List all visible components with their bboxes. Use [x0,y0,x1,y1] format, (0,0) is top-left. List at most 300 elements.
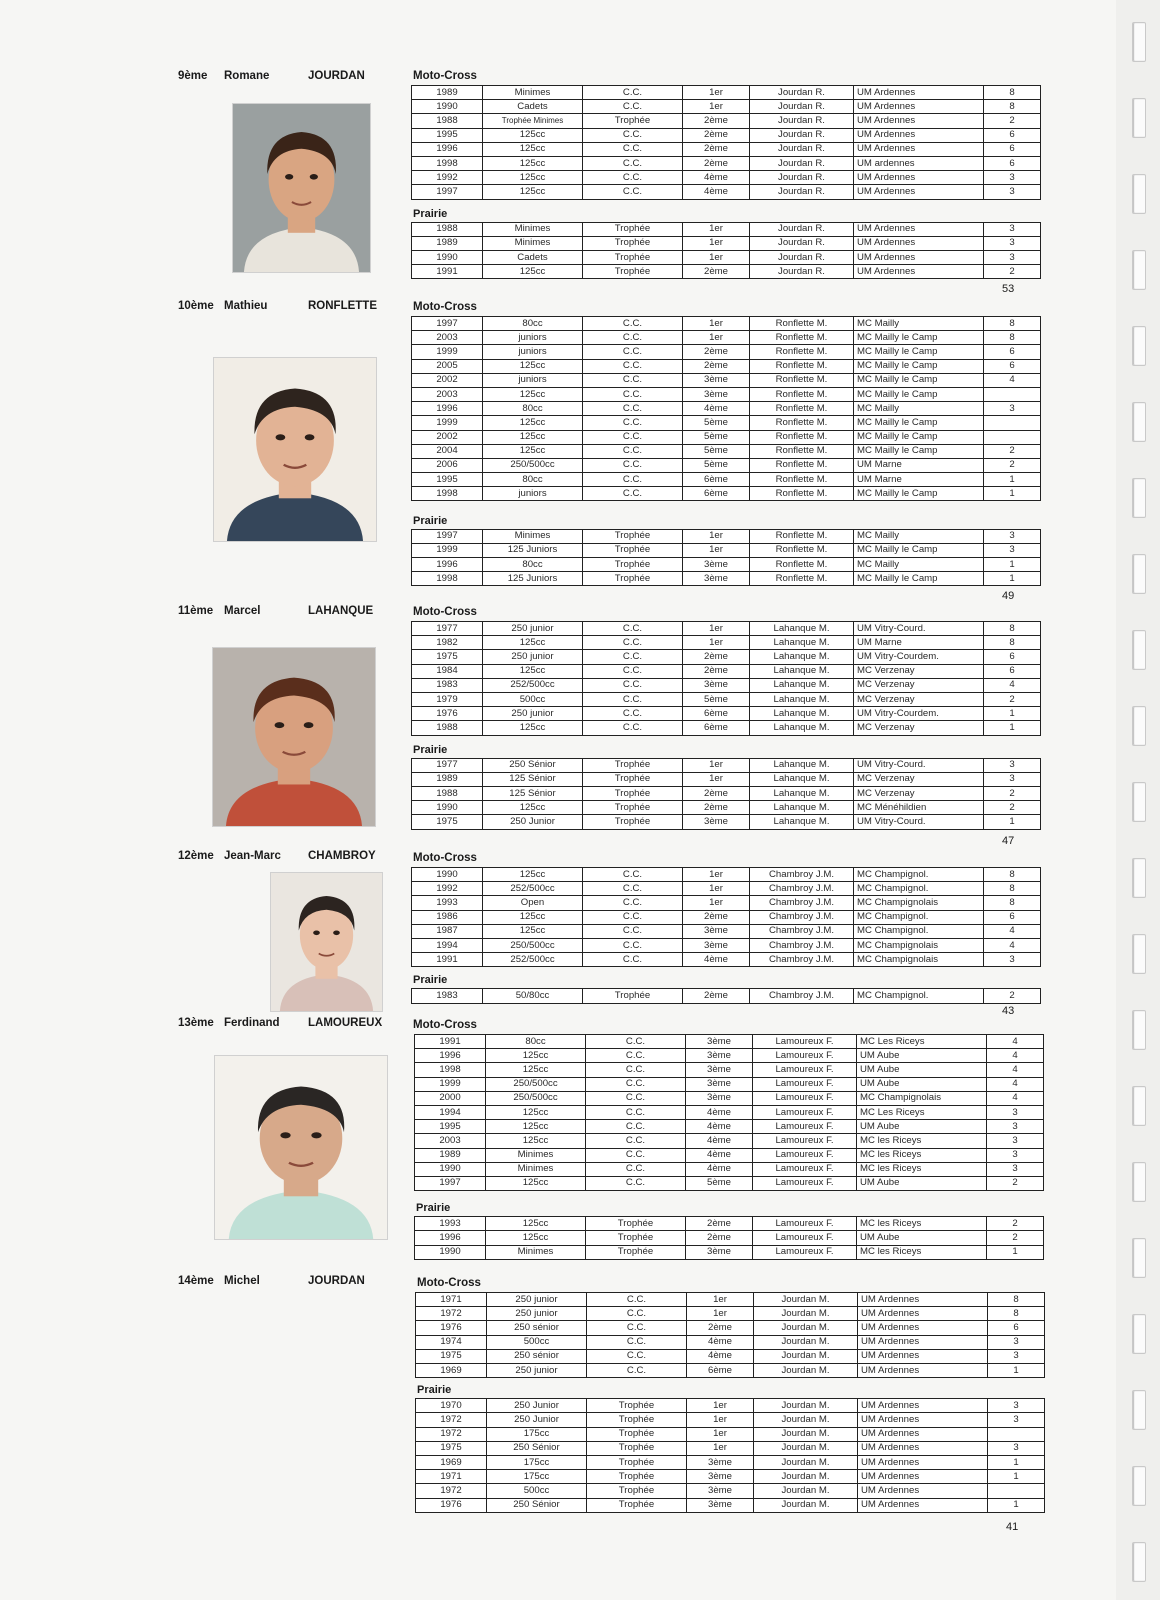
position-cell: 3ème [683,557,750,571]
type-cell: C.C. [583,896,683,910]
club-cell: MC Les Riceys [857,1105,987,1119]
club-cell: MC Mailly [854,529,984,543]
class-cell: 125cc [483,721,583,735]
rider-first-name: Ferdinand [224,1017,280,1029]
rider-cell: Lamoureux F. [753,1217,857,1231]
portrait-icon [215,1056,387,1239]
points-cell: 1 [984,473,1041,487]
year-cell: 2003 [412,331,483,345]
year-cell: 1988 [412,721,483,735]
table-row [412,222,1041,236]
position-cell: 3ème [686,1091,753,1105]
club-cell: MC Mailly le Camp [854,345,984,359]
type-cell: C.C. [583,331,683,345]
year-cell: 1993 [415,1217,486,1231]
portrait-icon [271,873,382,1011]
position-cell: 4ème [686,1120,753,1134]
moto-cross-label: Moto-Cross [413,301,477,313]
class-cell: 125cc [483,416,583,430]
points-cell: 4 [987,1049,1044,1063]
club-cell: UM Ardennes [858,1441,988,1455]
type-cell: Trophée [587,1441,687,1455]
rider-name [178,300,377,312]
class-cell: 250 junior [487,1363,587,1377]
position-cell: 2ème [683,786,750,800]
class-cell: Trophée Minimes [483,114,583,128]
type-cell: C.C. [586,1134,686,1148]
type-cell: C.C. [583,100,683,114]
year-cell: 1999 [412,345,483,359]
rider-cell: Jourdan M. [754,1470,858,1484]
prairie-table [415,1398,1045,1513]
rider-cell: Lamoureux F. [753,1231,857,1245]
table-row [412,910,1041,924]
position-cell: 2ème [683,664,750,678]
year-cell: 1974 [416,1335,487,1349]
type-cell: C.C. [583,345,683,359]
position-cell: 1er [683,882,750,896]
position-cell: 1er [687,1441,754,1455]
position-cell: 2ème [683,910,750,924]
type-cell: C.C. [586,1162,686,1176]
year-cell: 1984 [412,664,483,678]
points-cell [984,416,1041,430]
rider-cell: Lamoureux F. [753,1176,857,1190]
year-cell: 1989 [412,236,483,250]
year-cell: 1983 [412,989,483,1003]
rider-photo [212,647,376,827]
type-cell: Trophée [587,1399,687,1413]
class-cell: 125cc [486,1217,586,1231]
moto-cross-table [415,1292,1045,1378]
rider-cell: Jourdan R. [750,100,854,114]
rider-cell: Lahanque M. [750,692,854,706]
year-cell: 1993 [412,896,483,910]
club-cell: MC les Riceys [857,1217,987,1231]
table-row [412,707,1041,721]
year-cell: 1989 [412,772,483,786]
table-row [412,185,1041,199]
table-row [416,1321,1045,1335]
class-cell: Minimes [486,1148,586,1162]
rider-cell: Jourdan R. [750,114,854,128]
club-cell: UM Ardennes [858,1498,988,1512]
binder-hole [1132,1390,1146,1430]
class-cell: Open [483,896,583,910]
club-cell: UM Ardennes [854,236,984,250]
type-cell: C.C. [583,882,683,896]
type-cell: C.C. [583,317,683,331]
club-cell: UM Vitry-Courd. [854,758,984,772]
club-cell: UM Ardennes [854,265,984,279]
type-cell: Trophée [587,1470,687,1484]
class-cell: 125cc [483,265,583,279]
club-cell: MC Champignol. [854,989,984,1003]
points-cell: 8 [984,896,1041,910]
year-cell: 1995 [412,128,483,142]
rider-cell: Ronflette M. [750,473,854,487]
points-cell: 3 [984,758,1041,772]
position-cell: 1er [683,868,750,882]
class-cell: 250 sénior [487,1349,587,1363]
type-cell: Trophée [583,815,683,829]
rider-cell: Lamoureux F. [753,1035,857,1049]
class-cell: 250/500cc [486,1091,586,1105]
club-cell: MC Mailly le Camp [854,387,984,401]
rider-name [178,1275,365,1287]
table-row [412,236,1041,250]
points-cell: 8 [984,86,1041,100]
club-cell: MC Ménéhildien [854,801,984,815]
year-cell: 1994 [412,938,483,952]
club-cell: UM Ardennes [858,1484,988,1498]
type-cell: Trophée [583,543,683,557]
rider-cell: Lahanque M. [750,622,854,636]
year-cell: 2002 [412,430,483,444]
rider-cell: Lahanque M. [750,721,854,735]
position-cell: 2ème [687,1321,754,1335]
prairie-label: Prairie [413,974,448,987]
points-cell: 1 [984,487,1041,501]
club-cell: MC Verzenay [854,721,984,735]
table-row [412,171,1041,185]
table-row [416,1427,1045,1441]
class-cell: 252/500cc [483,678,583,692]
binder-hole [1132,1162,1146,1202]
class-cell: 125cc [483,910,583,924]
type-cell: Trophée [583,265,683,279]
prairie-label: Prairie [416,1202,451,1215]
club-cell: UM Aube [857,1063,987,1077]
club-cell: MC Champignol. [854,882,984,896]
year-cell: 1990 [415,1245,486,1259]
rider-cell: Chambroy J.M. [750,989,854,1003]
class-cell: 252/500cc [483,953,583,967]
club-cell: UM Ardennes [858,1293,988,1307]
club-cell: MC Mailly le Camp [854,359,984,373]
points-cell: 2 [984,989,1041,1003]
moto-cross-table [411,867,1041,967]
year-cell: 1999 [412,416,483,430]
year-cell: 1999 [415,1077,486,1091]
points-cell: 3 [984,402,1041,416]
type-cell: C.C. [583,953,683,967]
table-row [415,1063,1044,1077]
class-cell: juniors [483,331,583,345]
class-cell: 250/500cc [486,1077,586,1091]
table-row [416,1441,1045,1455]
rider-cell: Lamoureux F. [753,1162,857,1176]
position-cell: 3ème [683,938,750,952]
rider-cell: Lahanque M. [750,786,854,800]
points-cell: 2 [984,444,1041,458]
class-cell: Minimes [486,1245,586,1259]
rider-cell: Ronflette M. [750,444,854,458]
moto-cross-table [411,316,1041,501]
club-cell: MC Champignolais [854,938,984,952]
club-cell: MC Mailly [854,557,984,571]
binder-hole [1132,554,1146,594]
table-row [412,359,1041,373]
club-cell: MC Champignolais [857,1091,987,1105]
year-cell: 1998 [412,487,483,501]
points-cell: 3 [984,236,1041,250]
rider-cell: Ronflette M. [750,487,854,501]
year-cell: 1997 [412,317,483,331]
table-row [412,86,1041,100]
binder-hole [1132,1466,1146,1506]
club-cell: MC Mailly le Camp [854,572,984,586]
total-points: 49 [1002,590,1015,603]
type-cell: Trophée [587,1484,687,1498]
position-cell: 3ème [683,387,750,401]
class-cell: 80cc [483,473,583,487]
points-cell: 1 [988,1363,1045,1377]
table-row [415,1217,1044,1231]
class-cell: Minimes [483,236,583,250]
table-row [412,572,1041,586]
points-cell: 2 [984,458,1041,472]
position-cell: 1er [683,896,750,910]
rider-name [178,70,365,82]
rider-cell: Ronflette M. [750,359,854,373]
class-cell: 125cc [486,1120,586,1134]
club-cell: UM Marne [854,473,984,487]
year-cell: 1990 [412,801,483,815]
points-cell: 4 [987,1091,1044,1105]
prairie-table [411,758,1041,830]
year-cell: 1972 [416,1307,487,1321]
year-cell: 1990 [412,100,483,114]
binder-hole [1132,326,1146,366]
year-cell: 1995 [412,473,483,487]
type-cell: Trophée [583,236,683,250]
type-cell: C.C. [583,156,683,170]
year-cell: 1986 [412,910,483,924]
binder-hole [1132,706,1146,746]
rider-cell: Jourdan M. [754,1293,858,1307]
class-cell: Cadets [483,100,583,114]
year-cell: 1972 [416,1484,487,1498]
rider-cell: Lamoureux F. [753,1134,857,1148]
position-cell: 5ème [683,416,750,430]
position-cell: 1er [687,1307,754,1321]
points-cell: 2 [984,801,1041,815]
rider-cell: Jourdan R. [750,236,854,250]
rider-cell: Chambroy J.M. [750,896,854,910]
club-cell: UM Ardennes [858,1427,988,1441]
year-cell: 1998 [412,156,483,170]
type-cell: C.C. [583,664,683,678]
table-row [416,1484,1045,1498]
points-cell: 8 [988,1293,1045,1307]
year-cell: 1971 [416,1470,487,1484]
year-cell: 1996 [415,1049,486,1063]
year-cell: 1991 [412,265,483,279]
type-cell: Trophée [583,801,683,815]
position-cell: 4ème [683,171,750,185]
club-cell: UM Vitry-Courdem. [854,707,984,721]
position-cell: 1er [687,1427,754,1441]
rider-cell: Chambroy J.M. [750,910,854,924]
points-cell: 3 [988,1413,1045,1427]
club-cell: UM Ardennes [858,1307,988,1321]
club-cell: UM Marne [854,636,984,650]
rider-cell: Jourdan M. [754,1427,858,1441]
points-cell: 4 [987,1077,1044,1091]
table-row [412,758,1041,772]
type-cell: C.C. [583,650,683,664]
points-cell: 3 [987,1148,1044,1162]
table-row [416,1413,1045,1427]
table-row [412,721,1041,735]
points-cell: 4 [984,938,1041,952]
position-cell: 1er [683,100,750,114]
prairie-label: Prairie [413,743,448,756]
type-cell: C.C. [583,707,683,721]
rider-name [178,605,374,617]
class-cell: 125cc [483,444,583,458]
points-cell: 3 [984,543,1041,557]
rider-photo [232,103,371,273]
class-cell: 125cc [483,128,583,142]
points-cell: 6 [988,1321,1045,1335]
type-cell: C.C. [583,868,683,882]
rider-rank: 11ème [178,605,214,617]
club-cell: UM Ardennes [858,1399,988,1413]
position-cell: 2ème [683,650,750,664]
table-row [415,1049,1044,1063]
points-cell: 3 [988,1441,1045,1455]
class-cell: 125cc [483,636,583,650]
rider-cell: Chambroy J.M. [750,938,854,952]
club-cell: UM Ardennes [854,171,984,185]
binder-hole [1132,630,1146,670]
table-row [416,1349,1045,1363]
position-cell: 4ème [683,185,750,199]
year-cell: 1999 [412,543,483,557]
rider-last-name: RONFLETTE [308,300,377,312]
rider-rank: 9ème [178,70,208,82]
year-cell: 1976 [416,1321,487,1335]
table-row [412,953,1041,967]
position-cell: 3ème [683,572,750,586]
rider-cell: Lahanque M. [750,801,854,815]
table-row [416,1363,1045,1377]
year-cell: 2003 [412,387,483,401]
position-cell: 1er [683,331,750,345]
points-cell: 3 [987,1162,1044,1176]
rider-cell: Ronflette M. [750,543,854,557]
rider-cell: Lamoureux F. [753,1120,857,1134]
rider-cell: Jourdan R. [750,265,854,279]
rider-last-name: CHAMBROY [308,850,376,862]
club-cell: UM Ardennes [854,114,984,128]
type-cell: C.C. [587,1293,687,1307]
position-cell: 2ème [683,989,750,1003]
points-cell: 1 [988,1455,1045,1469]
year-cell: 1990 [415,1162,486,1176]
rider-cell: Jourdan M. [754,1363,858,1377]
rider-cell: Jourdan R. [750,142,854,156]
year-cell: 1971 [416,1293,487,1307]
club-cell: UM Ardennes [858,1455,988,1469]
type-cell: C.C. [587,1335,687,1349]
club-cell: UM Vitry-Courd. [854,622,984,636]
club-cell: UM Ardennes [858,1349,988,1363]
position-cell: 3ème [687,1470,754,1484]
position-cell: 3ème [687,1455,754,1469]
position-cell: 4ème [687,1349,754,1363]
year-cell: 1989 [412,86,483,100]
moto-cross-label: Moto-Cross [413,606,477,618]
club-cell: UM Ardennes [858,1413,988,1427]
class-cell: 250 Junior [487,1413,587,1427]
rider-cell: Jourdan R. [750,86,854,100]
class-cell: 125cc [483,868,583,882]
points-cell: 6 [984,650,1041,664]
points-cell: 8 [984,622,1041,636]
position-cell: 3ème [686,1035,753,1049]
club-cell: UM Ardennes [858,1321,988,1335]
club-cell: MC Mailly le Camp [854,331,984,345]
table-row [412,529,1041,543]
year-cell: 2000 [415,1091,486,1105]
table-row [415,1134,1044,1148]
year-cell: 1983 [412,678,483,692]
class-cell: 175cc [487,1470,587,1484]
binder-hole [1132,402,1146,442]
year-cell: 1975 [416,1441,487,1455]
points-cell: 3 [984,185,1041,199]
points-cell: 6 [984,156,1041,170]
rider-cell: Jourdan R. [750,222,854,236]
club-cell: MC Mailly [854,317,984,331]
rider-cell: Ronflette M. [750,557,854,571]
position-cell: 1er [687,1293,754,1307]
points-cell: 2 [984,265,1041,279]
points-cell: 1 [988,1470,1045,1484]
position-cell: 6ème [683,707,750,721]
rider-first-name: Marcel [224,605,261,617]
points-cell: 4 [984,373,1041,387]
class-cell: 250/500cc [483,458,583,472]
position-cell: 5ème [683,692,750,706]
year-cell: 1979 [412,692,483,706]
year-cell: 1990 [412,250,483,264]
points-cell: 6 [984,664,1041,678]
rider-photo [270,872,383,1012]
points-cell: 2 [984,114,1041,128]
binder-hole [1132,22,1146,62]
points-cell: 4 [987,1063,1044,1077]
rider-name [178,1017,383,1029]
type-cell: C.C. [583,622,683,636]
position-cell: 3ème [686,1245,753,1259]
club-cell: MC Champignolais [854,953,984,967]
year-cell: 1996 [412,402,483,416]
position-cell: 4ème [686,1134,753,1148]
table-row [412,487,1041,501]
club-cell: MC Champignol. [854,868,984,882]
table-row [415,1245,1044,1259]
class-cell: 125cc [486,1049,586,1063]
rider-last-name: LAHANQUE [308,605,374,617]
points-cell [984,387,1041,401]
position-cell: 4ème [686,1148,753,1162]
type-cell: Trophée [587,1413,687,1427]
class-cell: 250 junior [487,1307,587,1321]
